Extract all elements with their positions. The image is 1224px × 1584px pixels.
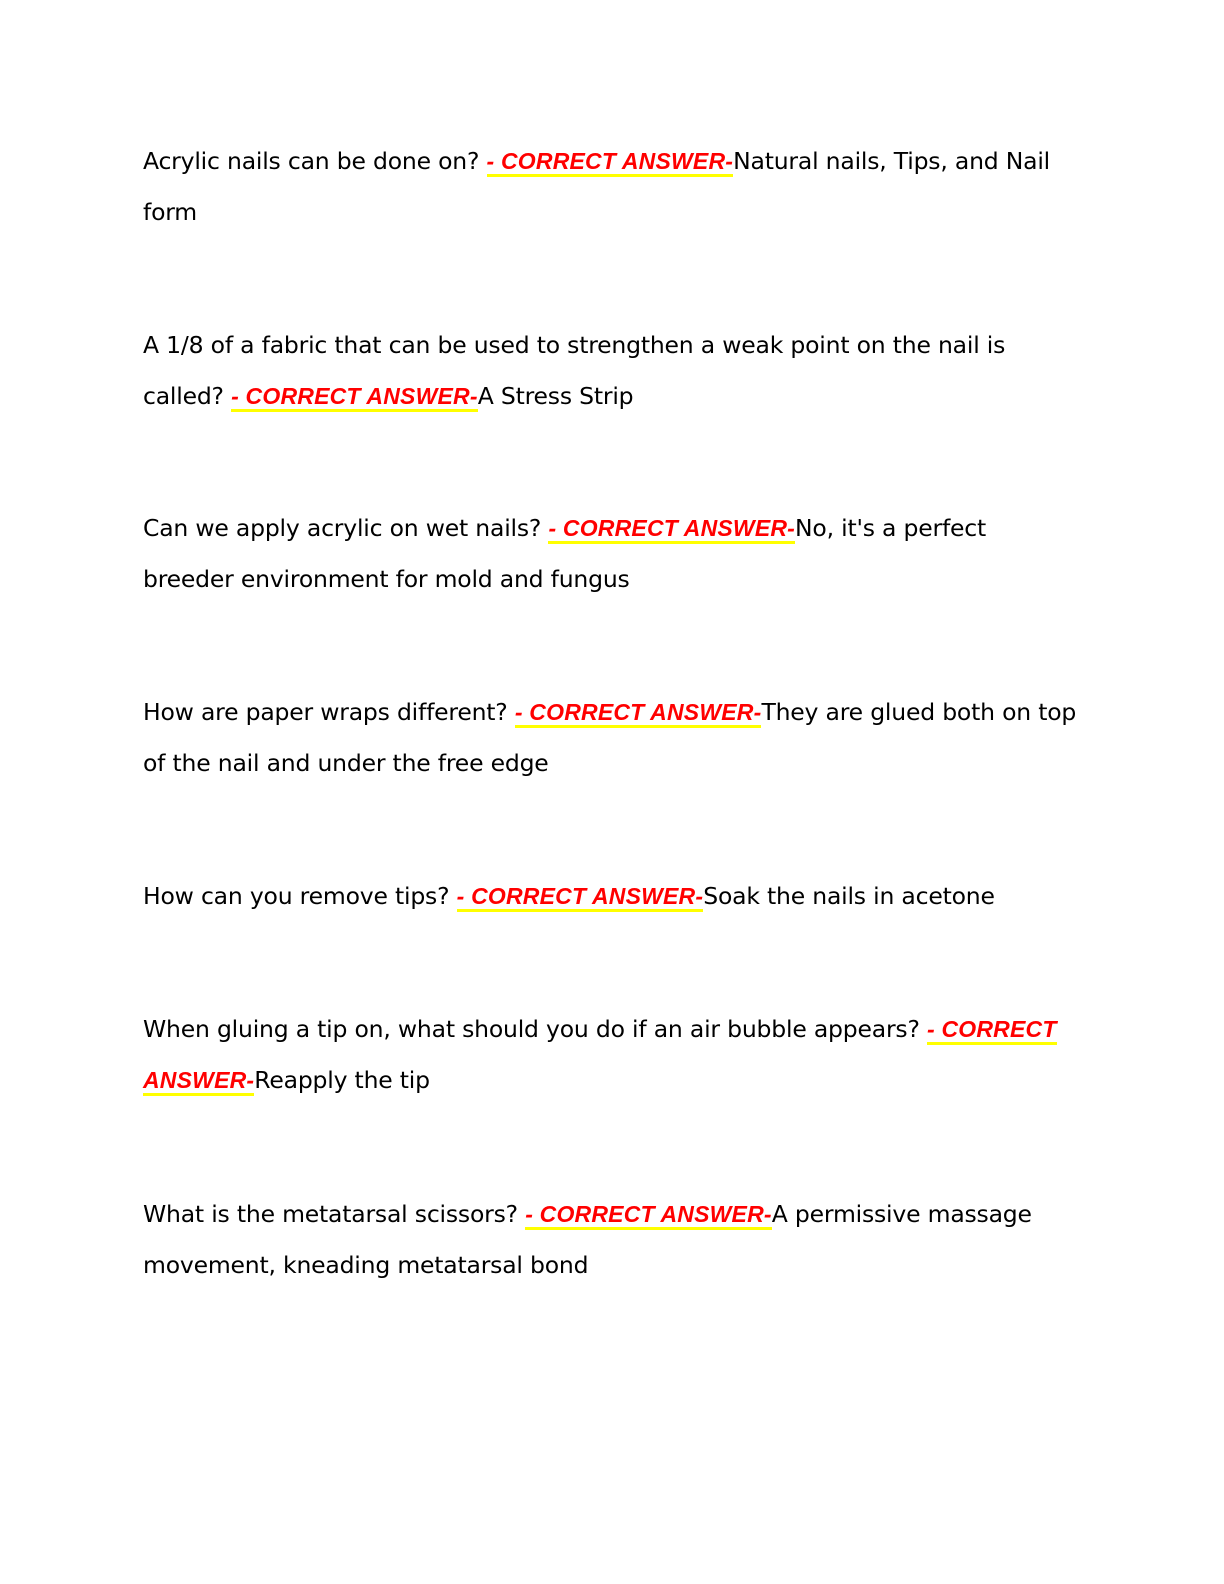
- correct-answer-marker: - CORRECT ANSWER-: [515, 699, 762, 728]
- qa-item: [143, 687, 1083, 789]
- correct-answer-marker: - CORRECT ANSWER-: [457, 883, 704, 912]
- question-text: Can we apply acrylic on wet nails?: [143, 514, 549, 542]
- answer-text: A Stress Strip: [477, 382, 634, 410]
- question-text: How can you remove tips?: [143, 882, 457, 910]
- qa-item: [143, 1189, 1083, 1291]
- question-text: Acrylic nails can be done on?: [143, 147, 487, 175]
- answer-text: They are glued both on top of the nail and under the free edge: [143, 698, 1077, 777]
- answer-text: No, it's a perfect breeder environment for mold and fungus: [143, 514, 987, 593]
- correct-answer-marker: - CORRECT ANSWER-: [143, 1016, 1057, 1096]
- answer-text: Natural nails, Tips, and Nail form: [143, 147, 1050, 226]
- question-text: How are paper wraps different?: [143, 698, 515, 726]
- correct-answer-marker: - CORRECT ANSWER-: [231, 383, 478, 412]
- answer-text: Reapply the tip: [254, 1066, 430, 1094]
- qa-item: [143, 136, 1083, 238]
- question-text: What is the metatarsal scissors?: [143, 1200, 526, 1228]
- qa-item: [143, 1004, 1083, 1106]
- question-text: When gluing a tip on, what should you do if an air bubble appears?: [143, 1015, 927, 1043]
- correct-answer-marker: - CORRECT ANSWER-: [487, 148, 734, 177]
- qa-item: [143, 503, 1083, 605]
- answer-text: A permissive massage movement, kneading metatarsal bond: [143, 1200, 1032, 1279]
- qa-item: [143, 871, 1083, 922]
- qa-item: [143, 320, 1083, 422]
- question-text: A 1/8 of a fabric that can be used to strengthen a weak point on the nail is called?: [143, 331, 1006, 410]
- answer-text: Soak the nails in acetone: [703, 882, 995, 910]
- correct-answer-marker: - CORRECT ANSWER-: [525, 1201, 772, 1230]
- correct-answer-marker: - CORRECT ANSWER-: [548, 515, 795, 544]
